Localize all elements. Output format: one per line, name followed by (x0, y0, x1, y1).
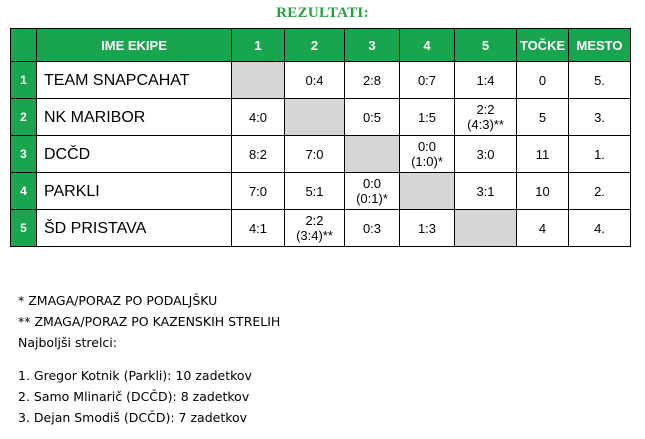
score-cell: 3:0 (455, 136, 517, 173)
self-match-cell (400, 173, 455, 210)
header-5: 5 (455, 29, 517, 62)
points-cell: 10 (517, 173, 569, 210)
header-row (11, 29, 631, 62)
place-cell: 5. (569, 62, 631, 99)
score-cell: 3:1 (455, 173, 517, 210)
points-cell: 11 (517, 136, 569, 173)
table-row (11, 99, 631, 136)
team-name: PARKLI (37, 173, 232, 210)
row-number: 3 (11, 136, 37, 173)
points-cell: 4 (517, 210, 569, 247)
row-number: 4 (11, 173, 37, 210)
row-number: 2 (11, 99, 37, 136)
score-cell: 1:4 (455, 62, 517, 99)
points-cell: 0 (517, 62, 569, 99)
table-row (11, 210, 631, 247)
header-3: 3 (345, 29, 400, 62)
score-cell: 7:0 (232, 173, 285, 210)
scorer-1: 1. Gregor Kotnik (Parkli): 10 zadetkov (18, 368, 252, 383)
team-name: ŠD PRISTAVA (37, 210, 232, 247)
team-name: NK MARIBOR (37, 99, 232, 136)
page-title: REZULTATI: (276, 5, 369, 21)
score-cell: 0:5 (345, 99, 400, 136)
header-team: IME EKIPE (37, 29, 232, 62)
scorer-2: 2. Samo Mlinarič (DCČD): 8 zadetkov (18, 389, 250, 404)
score-cell: 2:2 (3:4)** (285, 210, 345, 247)
team-name: DCČD (37, 136, 232, 173)
self-match-cell (345, 136, 400, 173)
header-4: 4 (400, 29, 455, 62)
score-cell: 7:0 (285, 136, 345, 173)
scorer-3: 3. Dejan Smodiš (DCČD): 7 zadetkov (18, 410, 248, 425)
score-cell: 1:3 (400, 210, 455, 247)
note-penalties: ** ZMAGA/PORAZ PO KAZENSKIH STRELIH (18, 314, 281, 329)
score-cell: 0:7 (400, 62, 455, 99)
score-cell: 0:0 (0:1)* (345, 173, 400, 210)
score-cell: 4:0 (232, 99, 285, 136)
team-name: TEAM SNAPCAHAT (37, 62, 232, 99)
points-cell: 5 (517, 99, 569, 136)
self-match-cell (455, 210, 517, 247)
header-2: 2 (285, 29, 345, 62)
score-cell: 0:4 (285, 62, 345, 99)
place-cell: 4. (569, 210, 631, 247)
header-points: TOČKE (517, 29, 569, 62)
header-place: MESTO (569, 29, 631, 62)
table-row (11, 173, 631, 210)
self-match-cell (285, 99, 345, 136)
score-cell: 5:1 (285, 173, 345, 210)
self-match-cell (232, 62, 285, 99)
place-cell: 2. (569, 173, 631, 210)
place-cell: 3. (569, 99, 631, 136)
score-cell: 4:1 (232, 210, 285, 247)
results-table (10, 28, 631, 247)
score-cell: 2:2 (4:3)** (455, 99, 517, 136)
score-cell: 0:0 (1:0)* (400, 136, 455, 173)
row-number: 1 (11, 62, 37, 99)
score-cell: 8:2 (232, 136, 285, 173)
notes (18, 290, 280, 428)
score-cell: 2:8 (345, 62, 400, 99)
note-overtime: * ZMAGA/PORAZ PO PODALJŠKU (18, 293, 218, 308)
scorers-heading: Najboljši strelci: (18, 335, 117, 350)
table-row (11, 136, 631, 173)
header-1: 1 (232, 29, 285, 62)
place-cell: 1. (569, 136, 631, 173)
header-num (11, 29, 37, 62)
row-number: 5 (11, 210, 37, 247)
score-cell: 0:3 (345, 210, 400, 247)
score-cell: 1:5 (400, 99, 455, 136)
table-row (11, 62, 631, 99)
